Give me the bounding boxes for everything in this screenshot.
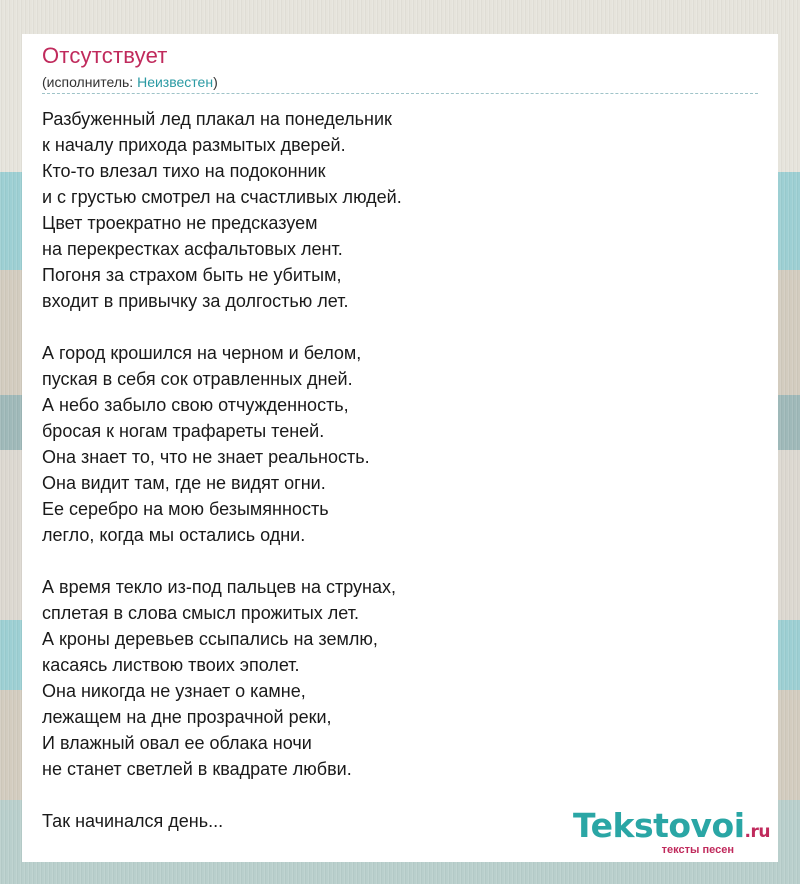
lyric-line: Кто-то влезал тихо на подоконник: [42, 161, 326, 181]
artist-line: [42, 74, 218, 90]
lyric-line: А время текло из-под пальцев на струнах,: [42, 577, 397, 597]
lyric-line: лежащем на дне прозрачной реки,: [42, 707, 332, 727]
lyric-line: бросая к ногам трафареты теней.: [42, 421, 325, 441]
lyric-line: Ее серебро на мою безымянность: [42, 499, 329, 519]
title-divider: [42, 93, 758, 94]
lyrics-card: [22, 34, 778, 862]
logo-tld: .ru: [744, 822, 770, 842]
lyric-line: и с грустью смотрел на счастливых людей.: [42, 187, 402, 207]
artist-suffix: ): [213, 74, 218, 90]
lyric-line: входит в привычку за долгостью лет.: [42, 291, 349, 311]
lyric-line: А кроны деревьев ссыпались на землю,: [42, 629, 378, 649]
lyric-line: Погоня за страхом быть не убитым,: [42, 265, 342, 285]
lyric-line: Разбуженный лед плакал на понедельник: [42, 109, 392, 129]
lyric-line: Цвет троекратно не предсказуем: [42, 213, 318, 233]
stanza-1: [42, 106, 742, 314]
lyric-line: сплетая в слова смысл прожитых лет.: [42, 603, 359, 623]
lyric-line: Она видит там, где не видят огни.: [42, 473, 326, 493]
song-title: Отсутствует: [42, 43, 168, 68]
logo-tagline: тексты песен: [661, 844, 734, 856]
logo-name: Tekstovoi: [573, 806, 745, 845]
lyric-line: не станет светлей в квадрате любви.: [42, 759, 352, 779]
lyric-line: Она знает то, что не знает реальность.: [42, 447, 370, 467]
lyric-line: на перекрестках асфальтовых лент.: [42, 239, 343, 259]
lyric-line: пуская в себя сок отравленных дней.: [42, 369, 353, 389]
lyric-line: касаясь листвою твоих эполет.: [42, 655, 300, 675]
stanza-2: [42, 340, 742, 548]
lyric-line: Так начинался день...: [42, 811, 224, 831]
artist-prefix: (исполнитель:: [42, 74, 138, 90]
lyrics-text: [42, 106, 742, 834]
lyric-line: А город крошился на черном и белом,: [42, 343, 362, 363]
stanza-3: [42, 574, 742, 782]
lyric-line: И влажный овал ее облака ночи: [42, 733, 312, 753]
lyric-line: Она никогда не узнает о камне,: [42, 681, 306, 701]
site-logo[interactable]: [573, 808, 770, 856]
lyric-line: легло, когда мы остались одни.: [42, 525, 306, 545]
lyric-line: к началу прихода размытых дверей.: [42, 135, 346, 155]
artist-link[interactable]: Неизвестен: [137, 74, 214, 90]
lyric-line: А небо забыло свою отчужденность,: [42, 395, 349, 415]
